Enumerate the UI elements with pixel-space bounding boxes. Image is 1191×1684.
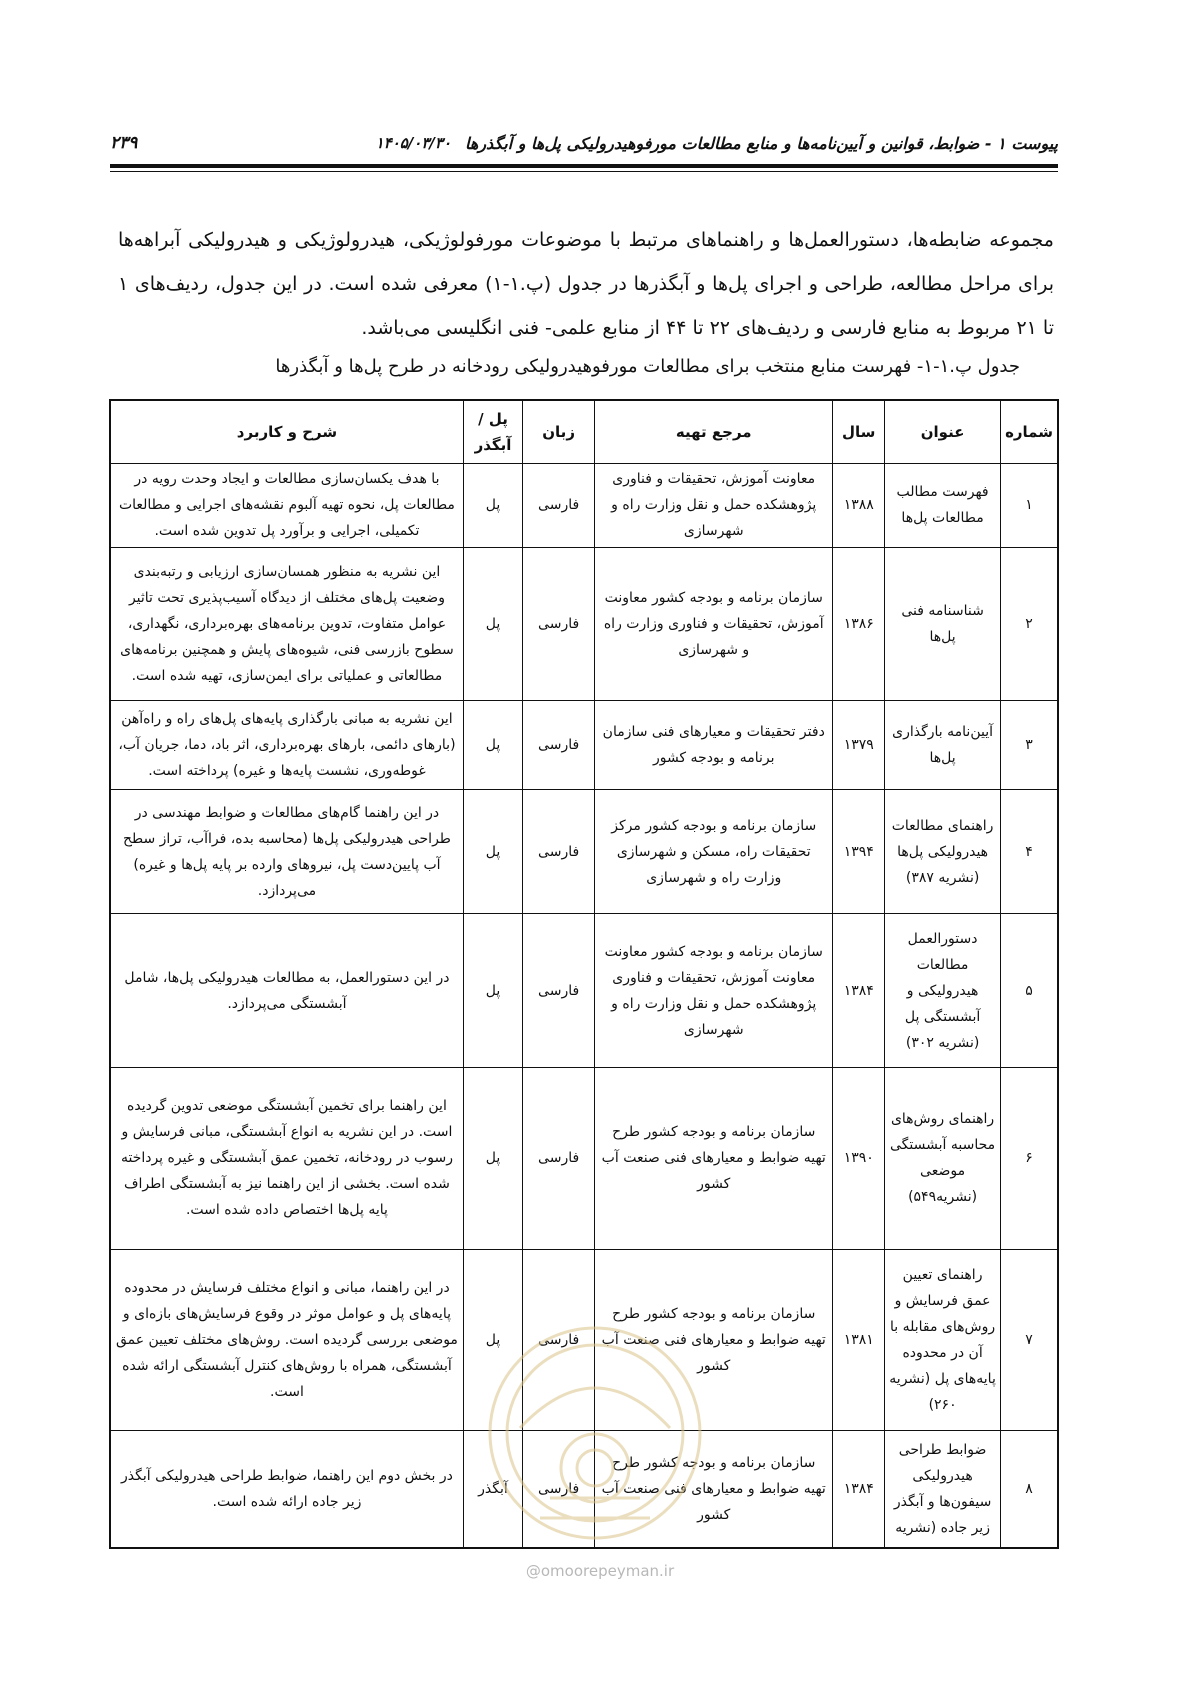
- cell-lang: فارسی: [523, 790, 595, 914]
- cell-year: ۱۳۷۹: [833, 701, 885, 790]
- cell-lang: فارسی: [523, 914, 595, 1067]
- cell-type: پل: [463, 547, 522, 700]
- table-row: [110, 914, 1058, 1067]
- cell-ref: سازمان برنامه و بودجه کشور معاونت آموزش، تحقیقات و فناوری وزارت راه و شهرسازی: [595, 547, 833, 700]
- cell-type: پل: [463, 464, 522, 548]
- cell-title: فهرست مطالب مطالعات پل‌ها: [885, 464, 1001, 548]
- header-title-col: عنوان: [885, 400, 1001, 464]
- cell-desc: با هدف یکسان‌سازی مطالعات و ایجاد وحدت رویه در مطالعات پل، نحوه تهیه آلبوم نقشه‌های اجرایی و مطالعات تکمیلی، اجرایی و برآورد پل تدوین شده است.: [110, 464, 463, 548]
- cell-title: دستورالعمل مطالعات هیدرولیکی و آبشستگی پل (نشریه ۳۰۲): [885, 914, 1001, 1067]
- cell-year: ۱۳۸۶: [833, 547, 885, 700]
- cell-type: پل: [463, 1249, 522, 1431]
- cell-title: راهنمای تعیین عمق فرسایش و روش‌های مقابله با آن در محدوده پایه‌های پل (نشریه ۲۶۰): [885, 1249, 1001, 1431]
- cell-title: شناسنامه فنی پل‌ها: [885, 547, 1001, 700]
- cell-title: ضوابط طراحی هیدرولیکی سیفون‌ها و آبگذر زیر جاده (نشریه: [885, 1431, 1001, 1548]
- header-no: شماره: [1001, 400, 1058, 464]
- table-row: [110, 464, 1058, 548]
- cell-desc: این نشریه به مبانی بارگذاری پایه‌های پل‌های راه و راه‌آهن (بارهای دائمی، بارهای بهره‌برداری، اثر باد، دما، جریان آب، غوطه‌وری، نشست پایه‌ها و غیره) پرداخته است.: [110, 701, 463, 790]
- cell-ref: سازمان برنامه و بودجه کشور معاونت معاونت آموزش، تحقیقات و فناوری پژوهشکده حمل و نقل وزارت راه و شهرسازی: [595, 914, 833, 1067]
- cell-ref: دفتر تحقیقات و معیارهای فنی سازمان برنامه و بودجه کشور: [595, 701, 833, 790]
- cell-type: پل: [463, 914, 522, 1067]
- references-table: [109, 399, 1059, 1549]
- cell-ref: سازمان برنامه و بودجه کشور طرح تهیه ضوابط و معیارهای فنی صنعت آب کشور: [595, 1249, 833, 1431]
- cell-no: ۳: [1001, 701, 1058, 790]
- cell-year: ۱۳۸۸: [833, 464, 885, 548]
- cell-lang: فارسی: [523, 1249, 595, 1431]
- cell-no: ۷: [1001, 1249, 1058, 1431]
- header-date: ۱۴۰۵/۰۳/۳۰: [375, 134, 452, 152]
- header-title: پیوست ۱ - ضوابط، قوانین و آیین‌نامه‌ها و منابع مطالعات مورفوهیدرولیکی پل‌ها و آبگذرها: [465, 133, 1058, 153]
- cell-no: ۱: [1001, 464, 1058, 548]
- header-lang: زبان: [523, 400, 595, 464]
- running-header: [110, 128, 1058, 158]
- cell-year: ۱۳۹۰: [833, 1067, 885, 1249]
- table-row: [110, 1249, 1058, 1431]
- header-rule-thick: [110, 164, 1058, 168]
- table-row: [110, 1431, 1058, 1548]
- cell-year: ۱۳۸۱: [833, 1249, 885, 1431]
- cell-title: راهنمای مطالعات هیدرولیکی پل‌ها (نشریه ۳۸۷): [885, 790, 1001, 914]
- cell-desc: در این راهنما، مبانی و انواع مختلف فرسایش در محدوده پایه‌های پل و عوامل موثر در وقوع فرسایش‌های بازه‌ای و موضعی بررسی گردیده است. روش‌های مختلف تعیین عمق آبشستگی، همراه با روش‌های کنترل آبشستگی ارائه شده است.: [110, 1249, 463, 1431]
- cell-year: ۱۳۸۴: [833, 1431, 885, 1548]
- table-row: [110, 547, 1058, 700]
- cell-ref: سازمان برنامه و بودجه کشور طرح تهیه ضوابط و معیارهای فنی صنعت آب کشور: [595, 1067, 833, 1249]
- header-type: پل / آبگذر: [463, 400, 522, 464]
- cell-lang: فارسی: [523, 701, 595, 790]
- cell-no: ۸: [1001, 1431, 1058, 1548]
- cell-no: ۶: [1001, 1067, 1058, 1249]
- cell-desc: این نشریه به منظور همسان‌سازی ارزیابی و رتبه‌بندی وضعیت پل‌های مختلف از دیدگاه آسیب‌پذیری تحت تاثیر عوامل متفاوت، تدوین برنامه‌های بهره‌برداری، نگهداری، سطوح بازرسی فنی، شیوه‌های پایش و همچنین برنامه‌های مطالعاتی و عملیاتی برای ایمن‌سازی، تهیه شده است.: [110, 547, 463, 700]
- page-number: ۲۳۹: [110, 133, 138, 153]
- cell-lang: فارسی: [523, 464, 595, 548]
- header-ref: مرجع تهیه: [595, 400, 833, 464]
- header-left: [376, 134, 1058, 153]
- cell-lang: فارسی: [523, 1431, 595, 1548]
- header-desc: شرح و کاربرد: [110, 400, 463, 464]
- header-rule-thin: [110, 171, 1058, 172]
- cell-title: راهنمای روش‌های محاسبه آبشستگی موضعی (نشریه۵۴۹): [885, 1067, 1001, 1249]
- cell-lang: فارسی: [523, 1067, 595, 1249]
- header-year: سال: [833, 400, 885, 464]
- cell-desc: در این دستورالعمل، به مطالعات هیدرولیکی پل‌ها، شامل آبشستگی می‌پردازد.: [110, 914, 463, 1067]
- cell-ref: سازمان برنامه و بودجه کشور طرح تهیه ضوابط و معیارهای فنی صنعت آب کشور: [595, 1431, 833, 1548]
- cell-desc: این راهنما برای تخمین آبشستگی موضعی تدوین گردیده است. در این نشریه به انواع آبشستگی، مبانی فرسایش و رسوب در رودخانه، تخمین عمق آبشستگی و غیره پرداخته شده است. بخشی از این راهنما نیز به آبشستگی اطراف پایه پل‌ها اختصاص داده شده است.: [110, 1067, 463, 1249]
- cell-no: ۴: [1001, 790, 1058, 914]
- cell-desc: در این راهنما گام‌های مطالعات و ضوابط مهندسی در طراحی هیدرولیکی پل‌ها (محاسبه بده، فراآب، تراز سطح آب پایین‌دست پل، نیروهای وارده بر پایه پل‌ها و غیره) می‌پردازد.: [110, 790, 463, 914]
- cell-year: ۱۳۸۴: [833, 914, 885, 1067]
- cell-no: ۵: [1001, 914, 1058, 1067]
- cell-desc: در بخش دوم این راهنما، ضوابط طراحی هیدرولیکی آبگذر زیر جاده ارائه شده است.: [110, 1431, 463, 1548]
- table-row: [110, 790, 1058, 914]
- cell-ref: معاونت آموزش، تحقیقات و فناوری پژوهشکده حمل و نقل وزارت راه و شهرسازی: [595, 464, 833, 548]
- cell-lang: فارسی: [523, 547, 595, 700]
- cell-type: پل: [463, 1067, 522, 1249]
- table-row: [110, 1067, 1058, 1249]
- cell-type: پل: [463, 701, 522, 790]
- table-header-row: [110, 400, 1058, 464]
- cell-no: ۲: [1001, 547, 1058, 700]
- cell-year: ۱۳۹۴: [833, 790, 885, 914]
- cell-ref: سازمان برنامه و بودجه کشور مرکز تحقیقات راه، مسکن و شهرسازی وزارت راه و شهرسازی: [595, 790, 833, 914]
- cell-title: آیین‌نامه بارگذاری پل‌ها: [885, 701, 1001, 790]
- intro-paragraph: مجموعه ضابطه‌ها، دستورالعمل‌ها و راهنماهای مرتبط با موضوعات مورفولوژیکی، هیدرولوژیکی و هیدرولیکی آبراهه‌ها برای مراحل مطالعه، طراحی و اجرای پل‌ها و آبگذرها در جدول (پ.۱-۱) معرفی شده است. در این جدول، ردیف‌های ۱ تا ۲۱ مربوط به منابع فارسی و ردیف‌های ۲۲ تا ۴۴ از منابع علمی- فنی انگلیسی می‌باشد.: [118, 229, 1054, 339]
- cell-type: پل: [463, 790, 522, 914]
- table-row: [110, 701, 1058, 790]
- site-watermark: @omoorepeyman.ir: [525, 1562, 675, 1580]
- table-caption: جدول پ.۱-۱- فهرست منابع منتخب برای مطالعات مورفوهیدرولیکی رودخانه در طرح پل‌ها و آبگذرها: [275, 356, 1020, 377]
- cell-type: آبگذر: [463, 1431, 522, 1548]
